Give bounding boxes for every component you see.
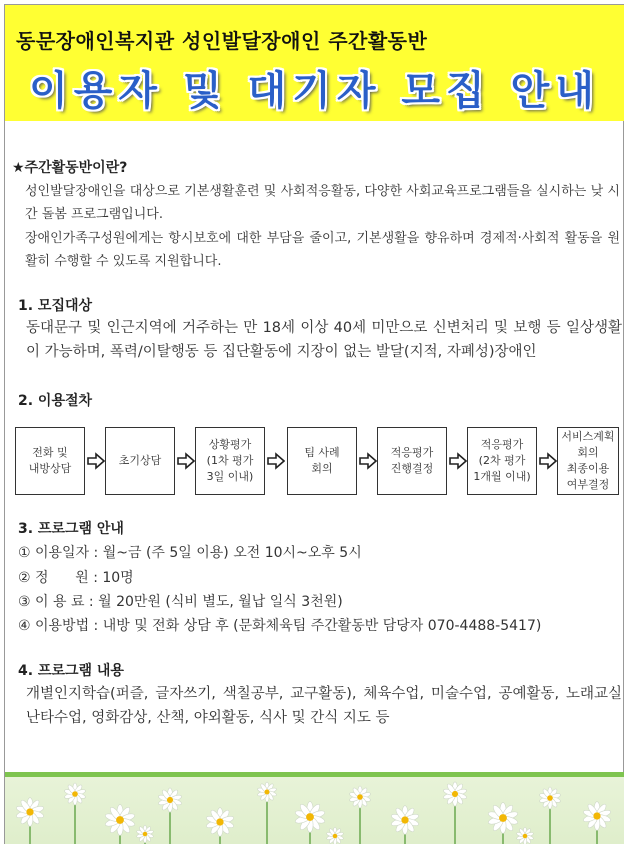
process-step-label	[119, 453, 162, 469]
intro-paragraph-2: 장애인가족구성원에게는 항시보호에 대한 부담을 줄이고, 기본생활을 향유하며 경제적·사회적 활동을 원활히 수행할 수 있도록 지원합니다.	[25, 231, 620, 269]
process-step	[105, 427, 175, 495]
flower-footer-decoration	[5, 772, 624, 844]
intro-paragraph-1: 성인발달장애인을 대상으로 기본생활훈련 및 사회적응활동, 다양한 사회교육프로그램들을 실시하는 낮 시간 돌봄 프로그램입니다.	[25, 184, 620, 222]
arrow-right-icon	[87, 452, 105, 470]
daisy-icon	[583, 802, 612, 844]
daisy-icon	[206, 808, 235, 844]
process-step-line: 초기상담	[118, 454, 162, 467]
process-heading: 2. 이용절차	[18, 393, 93, 409]
process-step-line: 진행결정	[390, 462, 434, 475]
daisy-icon	[539, 787, 561, 844]
process-step-label	[207, 437, 254, 485]
process-step-label	[29, 445, 72, 477]
process-step	[377, 427, 447, 495]
program-item-capacity: ② 정 원 : 10명	[18, 570, 134, 586]
arrow-right-icon	[177, 452, 195, 470]
process-step-label	[304, 445, 339, 477]
daisy-icon	[349, 786, 371, 844]
process-step-line: 서비스계획	[561, 430, 615, 443]
arrow-right-icon	[539, 452, 557, 470]
daisy-flowers-illustration	[5, 772, 624, 844]
process-step-line: 3일 이내)	[206, 470, 254, 483]
process-step-line: 전화 및	[32, 446, 68, 459]
target-heading: 1. 모집대상	[18, 298, 93, 314]
daisy-icon	[516, 827, 534, 844]
page-title: 이용자 및 대기자 모집 안내	[29, 68, 600, 114]
process-step-line: 적응평가	[480, 438, 524, 451]
content-text: 개별인지학습(퍼즐, 글자쓰기, 색칠공부, 교구활동), 체육수업, 미술수업, 공예활동, 노래교실 난타수업, 영화감상, 산책, 야외활동, 식사 및 간식 지도 등	[26, 686, 622, 726]
daisy-icon	[391, 806, 420, 844]
target-text: 동대문구 및 인근지역에 거주하는 만 18세 이상 40세 미만으로 신변처리 및 보행 등 일상생활이 가능하며, 폭력/이탈행동 등 집단활동에 지장이 없는 발달(지적, 자폐성)장애인	[26, 320, 622, 360]
daisy-icon	[104, 805, 135, 844]
arrow-right-icon	[449, 452, 467, 470]
intro-heading: ★주간활동반이란?	[12, 160, 128, 176]
daisy-icon	[326, 827, 344, 844]
program-item-method: ④ 이용방법 : 내방 및 전화 상담 후 (문화체육팀 주간활동반 담당자 070-4488-5417)	[18, 618, 542, 634]
process-step-line: 1개월 이내)	[473, 470, 531, 483]
process-step-line: 내방상담	[28, 462, 72, 475]
process-step-label	[473, 437, 530, 485]
program-item-schedule: ① 이용일자 : 월~금 (주 5일 이용) 오전 10시~오후 5시	[18, 545, 362, 561]
process-step-label	[561, 429, 614, 493]
daisy-icon	[487, 803, 518, 844]
process-step	[195, 427, 265, 495]
process-step-label	[391, 445, 434, 477]
process-step-line: 최종이용	[566, 462, 610, 475]
process-step	[557, 427, 619, 495]
process-step-line: 여부결정	[566, 478, 610, 491]
daisy-icon	[64, 783, 86, 844]
arrow-right-icon	[359, 452, 377, 470]
process-step-line: 팀 사례	[304, 446, 340, 459]
program-heading: 3. 프로그램 안내	[18, 521, 124, 537]
daisy-icon	[158, 788, 183, 844]
arrow-right-icon	[267, 452, 285, 470]
daisy-icon	[136, 825, 154, 844]
process-step-line: 회의	[577, 446, 599, 459]
header-subtitle: 동문장애인복지관 성인발달장애인 주간활동반	[16, 29, 428, 53]
process-step-line: 상황평가	[208, 438, 252, 451]
daisy-icon	[443, 782, 468, 844]
process-step	[15, 427, 85, 495]
daisy-icon	[257, 782, 277, 844]
program-item-fee: ③ 이 용 료 : 월 20만원 (식비 별도, 월납 일식 3천원)	[18, 594, 343, 610]
daisy-icon	[294, 802, 325, 844]
content-heading: 4. 프로그램 내용	[18, 663, 124, 679]
process-step-line: (2차 평가	[478, 454, 526, 467]
process-step	[467, 427, 537, 495]
process-step-line: 회의	[311, 462, 333, 475]
header-banner	[5, 5, 624, 121]
process-step	[287, 427, 357, 495]
process-step-line: (1차 평가	[206, 454, 254, 467]
process-step-line: 적응평가	[390, 446, 434, 459]
daisy-icon	[16, 798, 45, 844]
